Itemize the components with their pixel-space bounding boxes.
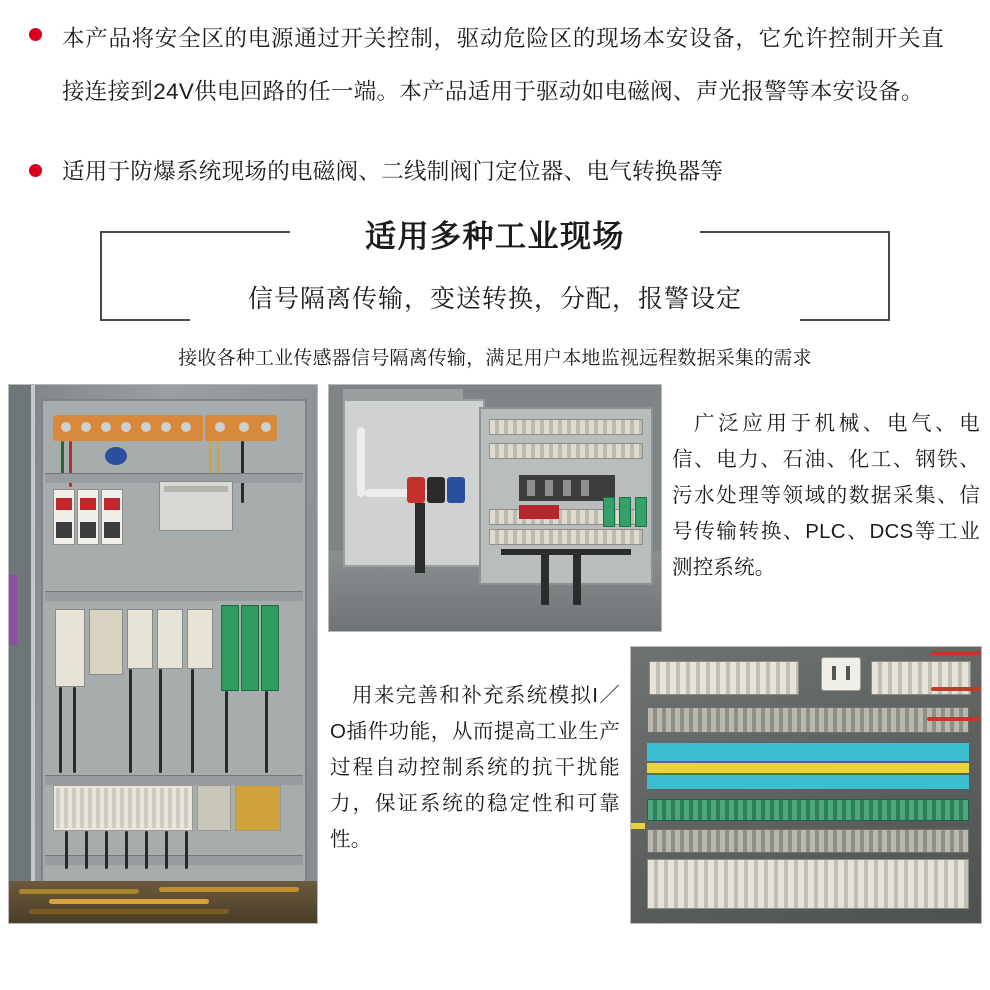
banner-title: 适用多种工业现场 <box>365 219 625 254</box>
banner-note: 接收各种工业传感器信号隔离传输，满足用户本地监视远程数据采集的需求 <box>178 348 812 369</box>
terminal-teeth <box>56 788 190 828</box>
wire-black <box>191 669 194 773</box>
cable <box>159 887 299 892</box>
bullet-item <box>62 148 944 195</box>
inner-cabinet <box>479 407 653 585</box>
terminal-row-grey <box>647 707 969 733</box>
isolator-module-green <box>635 497 647 527</box>
cable <box>49 899 209 904</box>
plc-slot <box>545 480 553 496</box>
wire-red <box>927 717 981 721</box>
wire-black <box>265 691 268 773</box>
section-banner <box>100 217 890 337</box>
panel-shelf <box>45 775 303 785</box>
photo-top-middle-cabinet <box>328 384 662 632</box>
caption-right-top: 广泛应用于机械、电气、电信、电力、石油、化工、钢铁、污水处理等领域的数据采集、信号传输转换、PLC、DCS等工业测控系统。 <box>672 412 980 579</box>
terminal-row-white <box>647 859 969 909</box>
bracket-segment <box>800 319 890 321</box>
socket-slot <box>832 666 836 680</box>
wire-black <box>65 831 68 869</box>
wire-black <box>125 831 128 869</box>
bullet-text-2: 适用于防爆系统现场的电磁阀、二线制阀门定位器、电气转换器等 <box>62 159 724 184</box>
plug-red <box>407 477 425 503</box>
breaker-toggle <box>104 498 120 510</box>
timer-relay <box>89 609 123 675</box>
power-supply-module <box>159 481 233 531</box>
plug-black <box>427 477 445 503</box>
bullet-dot-icon <box>29 164 42 177</box>
power-socket <box>821 657 861 691</box>
circuit-breaker <box>101 489 123 545</box>
wire-black <box>85 831 88 869</box>
cabinet-door-edge <box>31 385 35 923</box>
red-module <box>519 505 559 519</box>
circuit-breaker <box>77 489 99 545</box>
bullet-list <box>0 0 990 195</box>
plug-blue <box>447 477 465 503</box>
cable-bundle-bottom <box>9 881 317 923</box>
wire-red <box>931 651 981 655</box>
wire-black <box>159 669 162 773</box>
busbar-screw <box>161 422 171 432</box>
bullet-dot-icon <box>29 28 42 41</box>
wire-yellow <box>631 823 645 829</box>
busbar-screw <box>261 422 271 432</box>
wire-bundle <box>573 555 581 605</box>
motor-protector <box>55 609 85 687</box>
terminal-block <box>197 785 231 831</box>
bullet-item <box>62 12 944 118</box>
busbar-screw <box>239 422 249 432</box>
terminal-block-yellow <box>235 785 281 831</box>
plc-slot <box>563 480 571 496</box>
relay-module <box>127 609 153 669</box>
wire-black <box>59 687 62 773</box>
caption-mid-bottom: 用来完善和补充系统模拟I／O插件功能，从而提高工业生产过程自动控制系统的抗干扰能力，保证系统的稳定性和可靠性。 <box>330 684 620 851</box>
cabinet-illustration <box>9 385 317 923</box>
terminal-row-white <box>649 661 799 695</box>
breaker-base <box>80 522 96 538</box>
busbar-screw <box>81 422 91 432</box>
wire-channel-yellow <box>647 763 969 773</box>
busbar-ground <box>205 415 277 441</box>
photo-bottom-right-terminals <box>630 646 982 924</box>
wire-black <box>225 691 228 773</box>
terminal-din-row <box>489 529 643 545</box>
neutral-label-icon <box>105 447 127 465</box>
busbar-screw <box>101 422 111 432</box>
breaker-base <box>56 522 72 538</box>
bullet-text-1: 本产品将安全区的电源通过开关控制，驱动危险区的现场本安设备，它允许控制开关直接连接到24V供电回路的任一端。本产品适用于驱动如电磁阀、声光报警等本安设备。 <box>62 26 944 104</box>
busbar-screw <box>215 422 225 432</box>
bracket-segment <box>100 319 190 321</box>
wire-bundle <box>501 549 631 555</box>
banner-subtitle: 信号隔离传输，变送转换，分配，报警设定 <box>247 285 742 313</box>
control-box-illustration <box>329 385 661 631</box>
wire-black <box>241 441 244 503</box>
breaker-toggle <box>80 498 96 510</box>
relay-module <box>187 609 213 669</box>
isolator-module-green <box>619 497 631 527</box>
terminal-block <box>53 785 193 831</box>
terminal-din-row <box>489 419 643 435</box>
wire-black <box>145 831 148 869</box>
cable-white <box>357 427 365 497</box>
psu-vent <box>164 486 228 492</box>
cable <box>29 909 229 914</box>
panel-shelf <box>45 591 303 601</box>
panel-shelf <box>45 855 303 865</box>
terminal-din-row <box>489 443 643 459</box>
wire-bundle <box>415 503 425 573</box>
cable <box>19 889 139 894</box>
breaker-toggle <box>56 498 72 510</box>
wire-red <box>931 687 981 691</box>
plc-slot <box>527 480 535 496</box>
circuit-breaker <box>53 489 75 545</box>
plc-slot <box>581 480 589 496</box>
wire-black <box>185 831 188 869</box>
isolator-module-green <box>221 605 239 691</box>
terminal-row-grey <box>647 829 969 853</box>
relay-module <box>157 609 183 669</box>
busbar-screw <box>61 422 71 432</box>
busbar-screw <box>181 422 191 432</box>
wire-black <box>165 831 168 869</box>
isolator-module-green <box>603 497 615 527</box>
busbar-orange <box>53 415 203 441</box>
photo-left-cabinet <box>8 384 318 924</box>
wire-black <box>105 831 108 869</box>
busbar-screw <box>121 422 131 432</box>
terminal-row-green <box>647 799 969 821</box>
purple-marker <box>9 575 17 645</box>
wire-black <box>73 687 76 773</box>
photo-collage <box>0 384 990 924</box>
terminal-row-cyan <box>647 775 969 789</box>
breaker-base <box>104 522 120 538</box>
socket-slot <box>846 666 850 680</box>
terminal-panel-illustration <box>631 647 981 923</box>
busbar-screw <box>141 422 151 432</box>
isolator-module-green <box>261 605 279 691</box>
terminal-row-cyan <box>647 743 969 761</box>
wire-black <box>129 669 132 773</box>
wire-bundle <box>541 555 549 605</box>
isolator-module-green <box>241 605 259 691</box>
plc-module <box>519 475 615 501</box>
